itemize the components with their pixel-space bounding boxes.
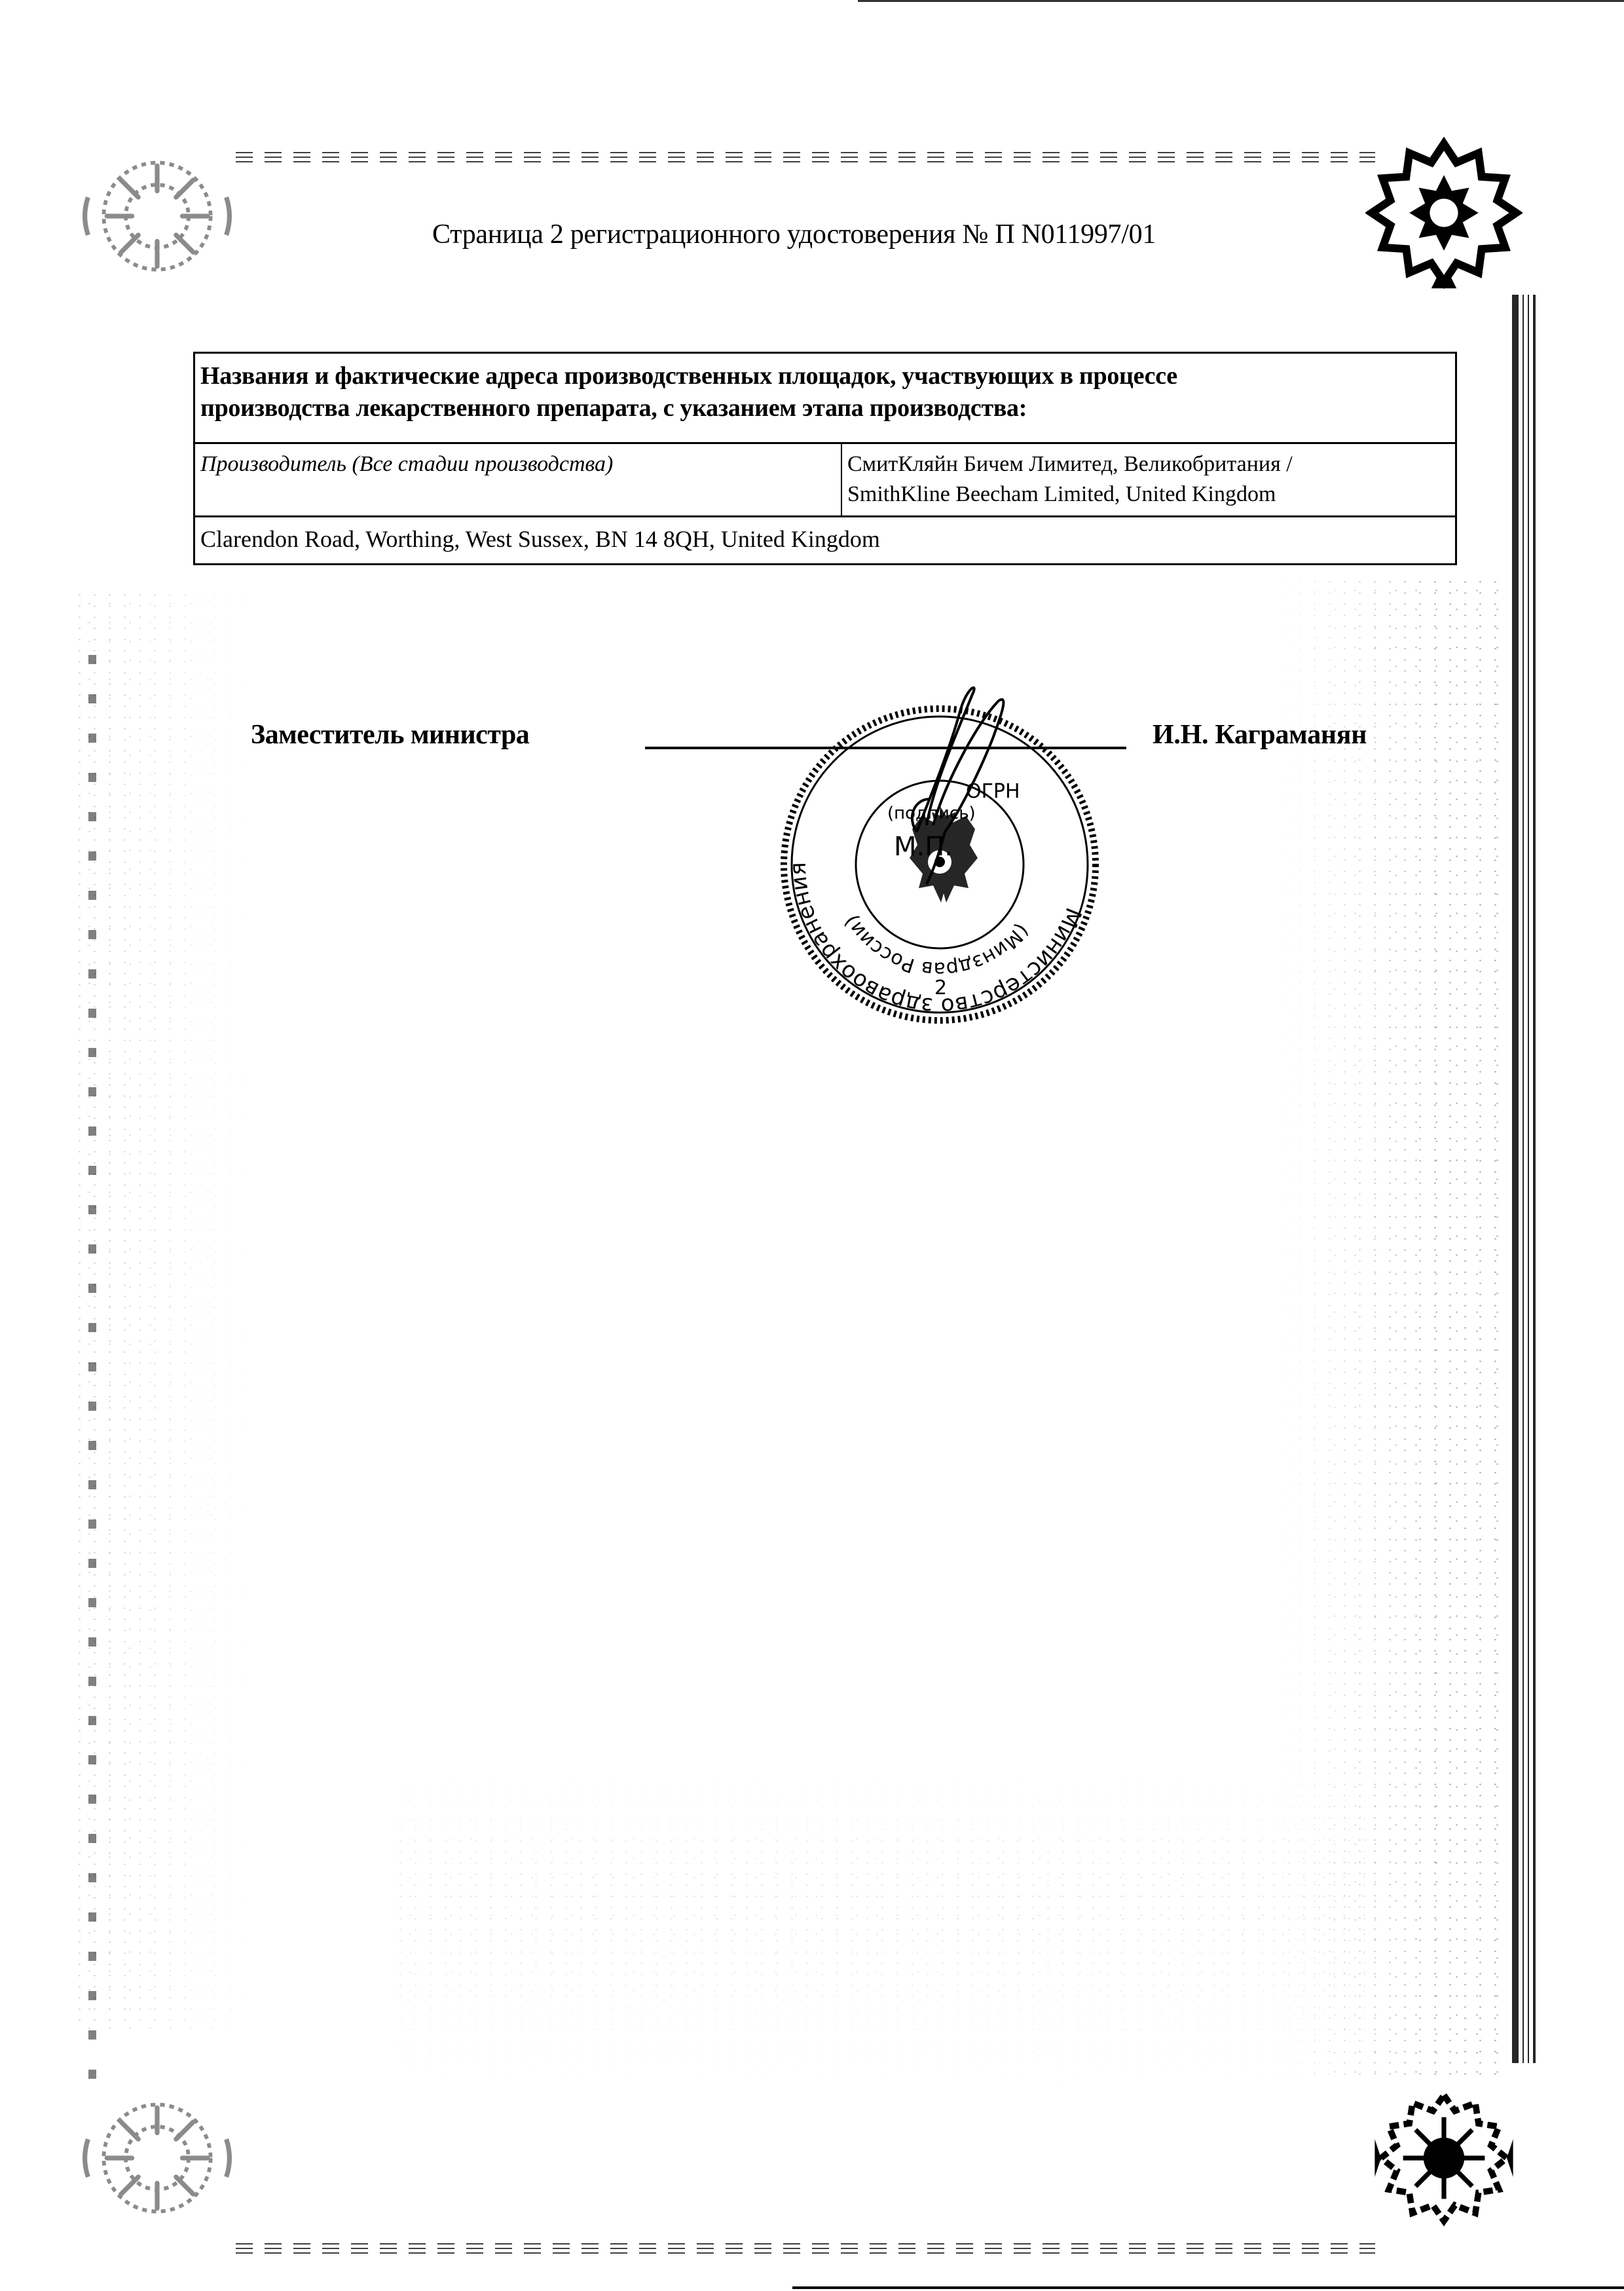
production-sites-table <box>193 352 1457 565</box>
stamp-inner-text: (Минздрав России) <box>840 910 1033 981</box>
signatory-position: Заместитель министра <box>251 720 530 750</box>
svg-text:(Минздрав России) <box>840 911 1033 980</box>
manufacturer-role: Производитель (Все стадии производства) <box>200 452 614 476</box>
security-pattern-left <box>72 589 255 2030</box>
stamp-bottom-mark: 2 <box>934 977 948 999</box>
manufacturer-row <box>195 444 1455 517</box>
manufacturer-address: Clarendon Road, Worthing, West Sussex, BN 14 8QH, United Kingdom <box>200 526 880 552</box>
security-pattern-right <box>1277 576 1506 2083</box>
bottom-ornamental-border <box>236 2243 1375 2255</box>
signature-caption: (подпись) <box>887 804 976 823</box>
scan-edge-top <box>858 0 1624 2</box>
column-divider <box>841 444 842 515</box>
table-title-line-1: Названия и фактические адреса производственных площадок, участвующих в процессе <box>200 362 1177 390</box>
security-pattern-bottom <box>393 1768 1375 2096</box>
manufacturer-name <box>847 449 1293 510</box>
table-title-line-2: производства лекарственного препарата, с указанием этапа производства: <box>200 394 1027 422</box>
scan-edge-bottom <box>792 2286 1624 2289</box>
address-row <box>195 517 1455 563</box>
rosette-top-right-icon <box>1365 134 1522 291</box>
stamp-seal-icon <box>760 674 1110 1020</box>
left-ornamental-border <box>88 655 96 2096</box>
table-title-row <box>195 354 1455 444</box>
top-ornamental-border <box>236 152 1375 164</box>
rosette-bottom-right-icon <box>1365 2079 1522 2237</box>
stamp-outer-text: Министерство здравоохранения Российской Федерации <box>760 674 1087 1020</box>
seal-caption: М.П. <box>894 832 953 862</box>
rosette-bottom-left-icon <box>79 2079 236 2237</box>
manufacturer-name-en: SmithKline Beecham Limited, United Kingdom <box>847 482 1276 506</box>
right-ornamental-border <box>1509 295 1537 2063</box>
official-stamp <box>760 674 1110 1020</box>
manufacturer-name-ru: СмитКляйн Бичем Лимитед, Великобритания / <box>847 452 1293 476</box>
ogrn-label: ОГРН <box>966 780 1020 803</box>
rosette-top-left-icon <box>79 138 236 295</box>
page-header: Страница 2 регистрационного удостоверения № П N011997/01 <box>432 219 1156 250</box>
table-title <box>200 360 1177 424</box>
signatory-name: И.Н. Каграманян <box>1153 720 1367 750</box>
